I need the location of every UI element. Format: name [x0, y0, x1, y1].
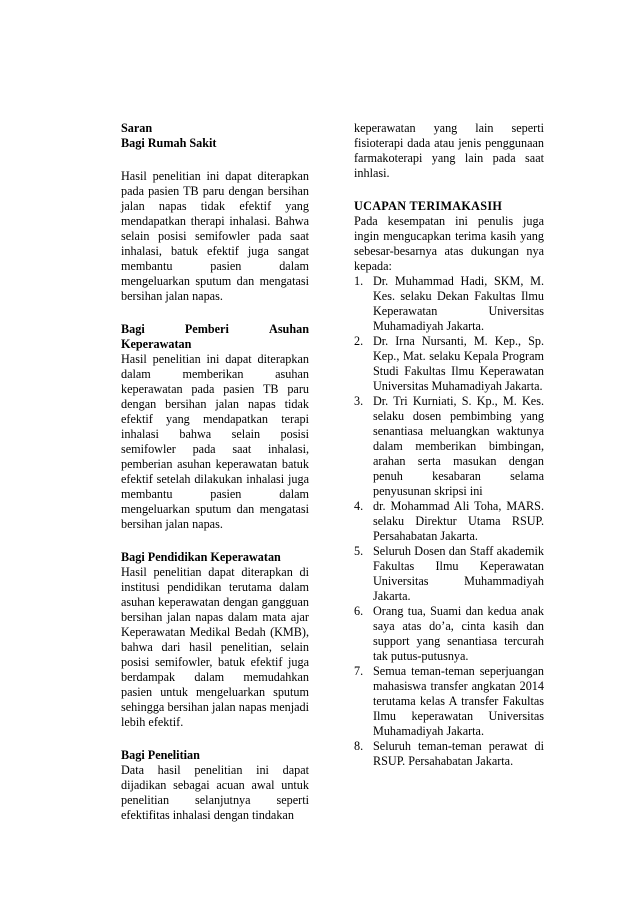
list-number: 2. — [354, 334, 364, 348]
list-text: dr. Mohammad Ali Toha, MARS. selaku Direktur Utama RSUP. Persahabatan Jakarta. — [373, 499, 544, 543]
pemberi-asuhan-paragraph: Hasil penelitian ini dapat diterapkan dalam memberikan asuhan keperawatan pada pasien TB paru dengan bersihan jalan napas tidak efektif yang mendapatkan terapi inhalasi bahwa selain posisi semifowler pada saat inhalasi, pemberian asuhan keperawatan batuk efektif setelah dilakukan inhalasi juga membantu pasien dalam mengeluarkan sputum dan mengatasi bersihan jalan napas. — [121, 352, 309, 531]
rumah-sakit-heading: Bagi Rumah Sakit — [121, 136, 217, 150]
acknowledgement-list — [354, 274, 544, 769]
list-item — [354, 544, 544, 604]
acknowledgement-intro: Pada kesempatan ini penulis juga ingin mengucapkan terima kasih yang sebesar-besarnya atas dukungan nya kepada: — [354, 214, 544, 273]
list-number: 8. — [354, 739, 364, 753]
list-text: Dr. Irna Nursanti, M. Kep., Sp. Kep., Mat. selaku Kepala Program Studi Fakultas Ilmu Keperawatan Universitas Muhamadiyah Jakarta. — [373, 334, 544, 393]
acknowledgement-heading: UCAPAN TERIMAKASIH — [354, 199, 503, 213]
list-item — [354, 274, 544, 334]
penelitian-paragraph: Data hasil penelitian ini dapat dijadikan sebagai acuan awal untuk penelitian selanjutnya seperti efektifitas inhalasi dengan tindakan — [121, 763, 309, 822]
list-text: Seluruh teman-teman perawat di RSUP. Persahabatan Jakarta. — [373, 739, 544, 768]
left-column — [121, 121, 309, 823]
rumah-sakit-paragraph: Hasil penelitian ini dapat diterapkan pada pasien TB paru dengan bersihan jalan napas tidak efektif yang mendapatkan therapi inhalasi. Bahwa selain posisi semifowler pada saat inhalasi, batuk efektif juga sangat membantu pasien dalam mengeluarkan sputum dan mengatasi bersihan jalan napas. — [121, 169, 309, 303]
penelitian-heading: Bagi Penelitian — [121, 748, 200, 762]
list-item — [354, 499, 544, 544]
saran-heading: Saran — [121, 121, 153, 135]
pemberi-asuhan-heading-line2: Keperawatan — [121, 337, 192, 351]
right-column — [354, 121, 544, 769]
pemberi-asuhan-heading — [121, 322, 309, 337]
pemberi-asuhan-heading-word: Asuhan — [269, 322, 309, 336]
pendidikan-heading: Bagi Pendidikan Keperawatan — [121, 550, 281, 564]
list-item — [354, 604, 544, 664]
pendidikan-paragraph: Hasil penelitian dapat diterapkan di institusi pendidikan terutama dalam asuhan keperawatan dengan gangguan bersihan jalan napas dalam mata ajar Keperawatan Medikal Bedah (KMB), bahwa dari hasil penelitian, selain posisi semifowler, batuk efektif juga berdampak dalam memudahkan pasien untuk mengeluarkan sputum sehingga bersihan jalan napas menjadi lebih efektif. — [121, 565, 309, 729]
list-text: Dr. Muhammad Hadi, SKM, M. Kes. selaku Dekan Fakultas Ilmu Keperawatan Universitas Muhamadiyah Jakarta. — [373, 274, 544, 333]
list-text: Dr. Tri Kurniati, S. Kp., M. Kes. selaku dosen pembimbing yang senantiasa meluangkan waktunya dalam memberikan bimbingan, arahan serta masukan dengan penuh kesabaran selama penyusunan skripsi ini — [373, 394, 544, 498]
list-item — [354, 394, 544, 499]
list-number: 4. — [354, 499, 364, 513]
list-text: Seluruh Dosen dan Staff akademik Fakultas Ilmu Keperawatan Universitas Muhammadiyah Jakarta. — [373, 544, 544, 603]
list-number: 7. — [354, 664, 364, 678]
list-item — [354, 664, 544, 739]
pemberi-asuhan-heading-word: Bagi — [121, 322, 145, 336]
list-number: 1. — [354, 274, 364, 288]
list-number: 3. — [354, 394, 364, 408]
list-text: Orang tua, Suami dan kedua anak saya atas do’a, cinta kasih dan support yang senantiasa tercurah tak putus-putusnya. — [373, 604, 544, 663]
list-number: 6. — [354, 604, 364, 618]
list-item — [354, 739, 544, 769]
list-text: Semua teman-teman seperjuangan mahasiswa transfer angkatan 2014 terutama kelas A transfer Fakultas Ilmu keperawatan Universitas Muhamadiyah Jakarta. — [373, 664, 544, 738]
list-item — [354, 334, 544, 394]
list-number: 5. — [354, 544, 364, 558]
pemberi-asuhan-heading-word: Pemberi — [184, 322, 229, 336]
continued-paragraph: keperawatan yang lain seperti fisioterapi dada atau jenis penggunaan farmakoterapi yang lain pada saat inhlasi. — [354, 121, 544, 180]
